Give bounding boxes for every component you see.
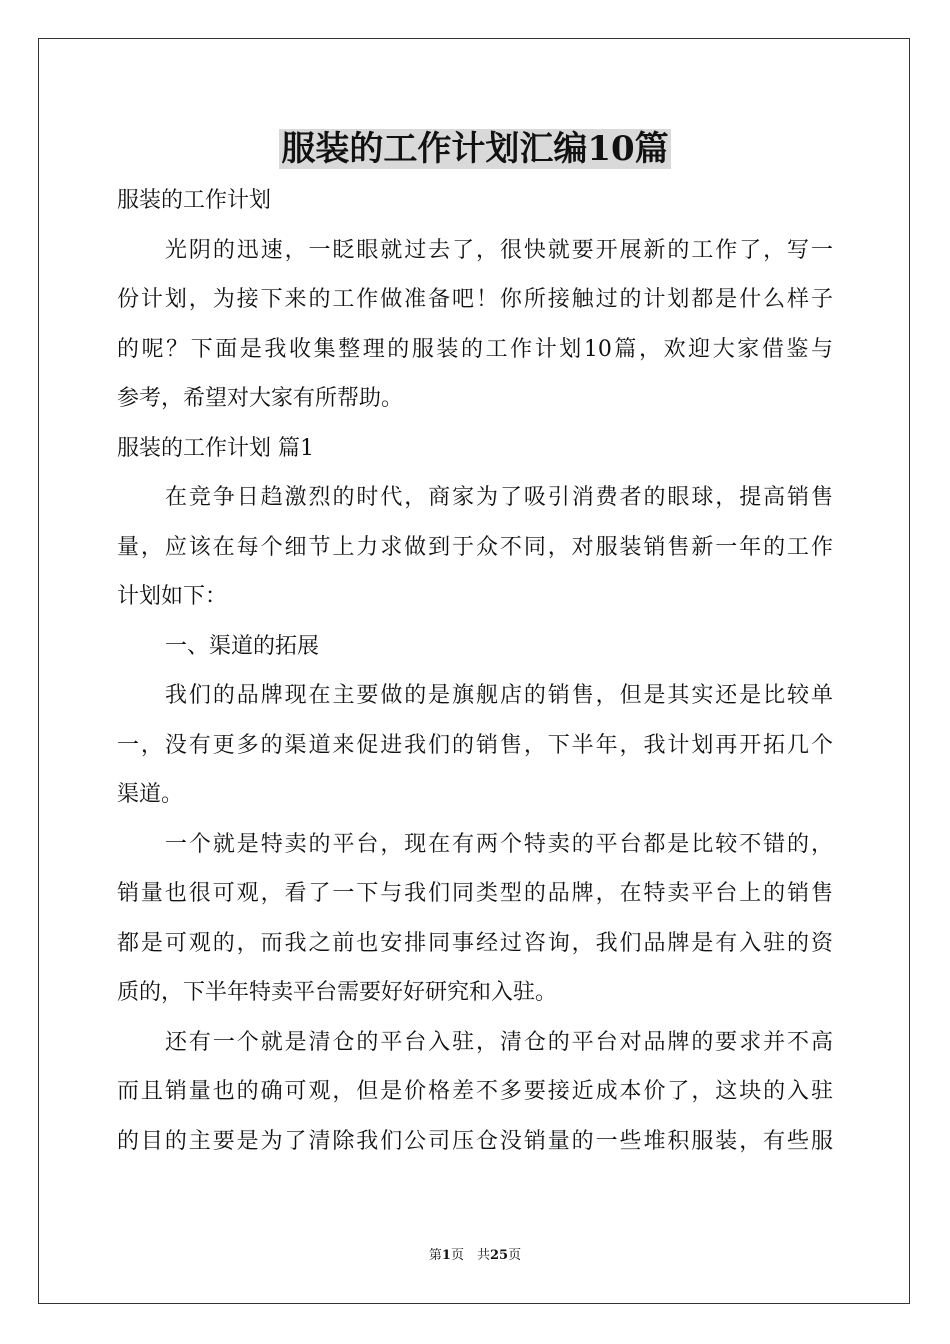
document-title	[0, 125, 950, 173]
paragraph-1-line-3: 计划如下：	[117, 584, 228, 609]
current-page-number: 1	[441, 1248, 451, 1263]
page-prefix: 第	[428, 1248, 442, 1263]
intro-line-3: 的呢？下面是我收集整理的服装的工作计划10篇，欢迎大家借鉴与	[117, 336, 833, 362]
paragraph-3-line-3: 都是可观的，而我之前也安排同事经过咨询，我们品牌是有入驻的资	[117, 930, 833, 956]
section-heading-1: 服装的工作计划 篇1	[117, 435, 314, 461]
intro-line-2: 份计划，为接下来的工作做准备吧！你所接触过的计划都是什么样子	[117, 287, 833, 312]
document-body	[117, 176, 833, 1166]
intro-line-4: 参考，希望对大家有所帮助。	[117, 386, 404, 411]
subheading-channels: 一、渠道的拓展	[165, 633, 320, 659]
paragraph-2-line-3: 渠道。	[117, 782, 184, 807]
page-suffix: 页 共	[450, 1248, 490, 1263]
paragraph-2-line-1: 我们的品牌现在主要做的是旗舰店的销售，但是其实还是比较单	[165, 683, 833, 708]
paragraph-2-line-2: 一，没有更多的渠道来促进我们的销售，下半年，我计划再开拓几个	[117, 732, 833, 758]
total-page-number: 25	[489, 1248, 509, 1263]
paragraph-4-line-3: 的目的主要是为了清除我们公司压仓没销量的一些堆积服装，有些服	[117, 1128, 833, 1154]
page-footer	[0, 1246, 950, 1266]
paragraph-3-line-4: 质的，下半年特卖平台需要好好研究和入驻。	[117, 980, 558, 1005]
paragraph-3-line-1: 一个就是特卖的平台，现在有两个特卖的平台都是比较不错的，	[165, 831, 833, 857]
document-title-text: 服装的工作计划汇编10篇	[281, 129, 669, 169]
paragraph-3-line-2: 销量也很可观，看了一下与我们同类型的品牌，在特卖平台上的销售	[117, 881, 833, 906]
subtitle: 服装的工作计划	[117, 188, 272, 213]
paragraph-1-line-2: 量，应该在每个细节上力求做到于众不同，对服装销售新一年的工作	[117, 534, 833, 560]
paragraph-4-line-2: 而且销量也的确可观，但是价格差不多要接近成本价了，这块的入驻	[117, 1079, 833, 1104]
total-suffix: 页	[508, 1248, 522, 1263]
intro-line-1: 光阴的迅速，一眨眼就过去了，很快就要开展新的工作了，写一	[165, 237, 833, 263]
paragraph-4-line-1: 还有一个就是清仓的平台入驻，清仓的平台对品牌的要求并不高	[165, 1029, 833, 1055]
paragraph-1-line-1: 在竞争日趋激烈的时代，商家为了吸引消费者的眼球，提高销售	[165, 485, 833, 510]
